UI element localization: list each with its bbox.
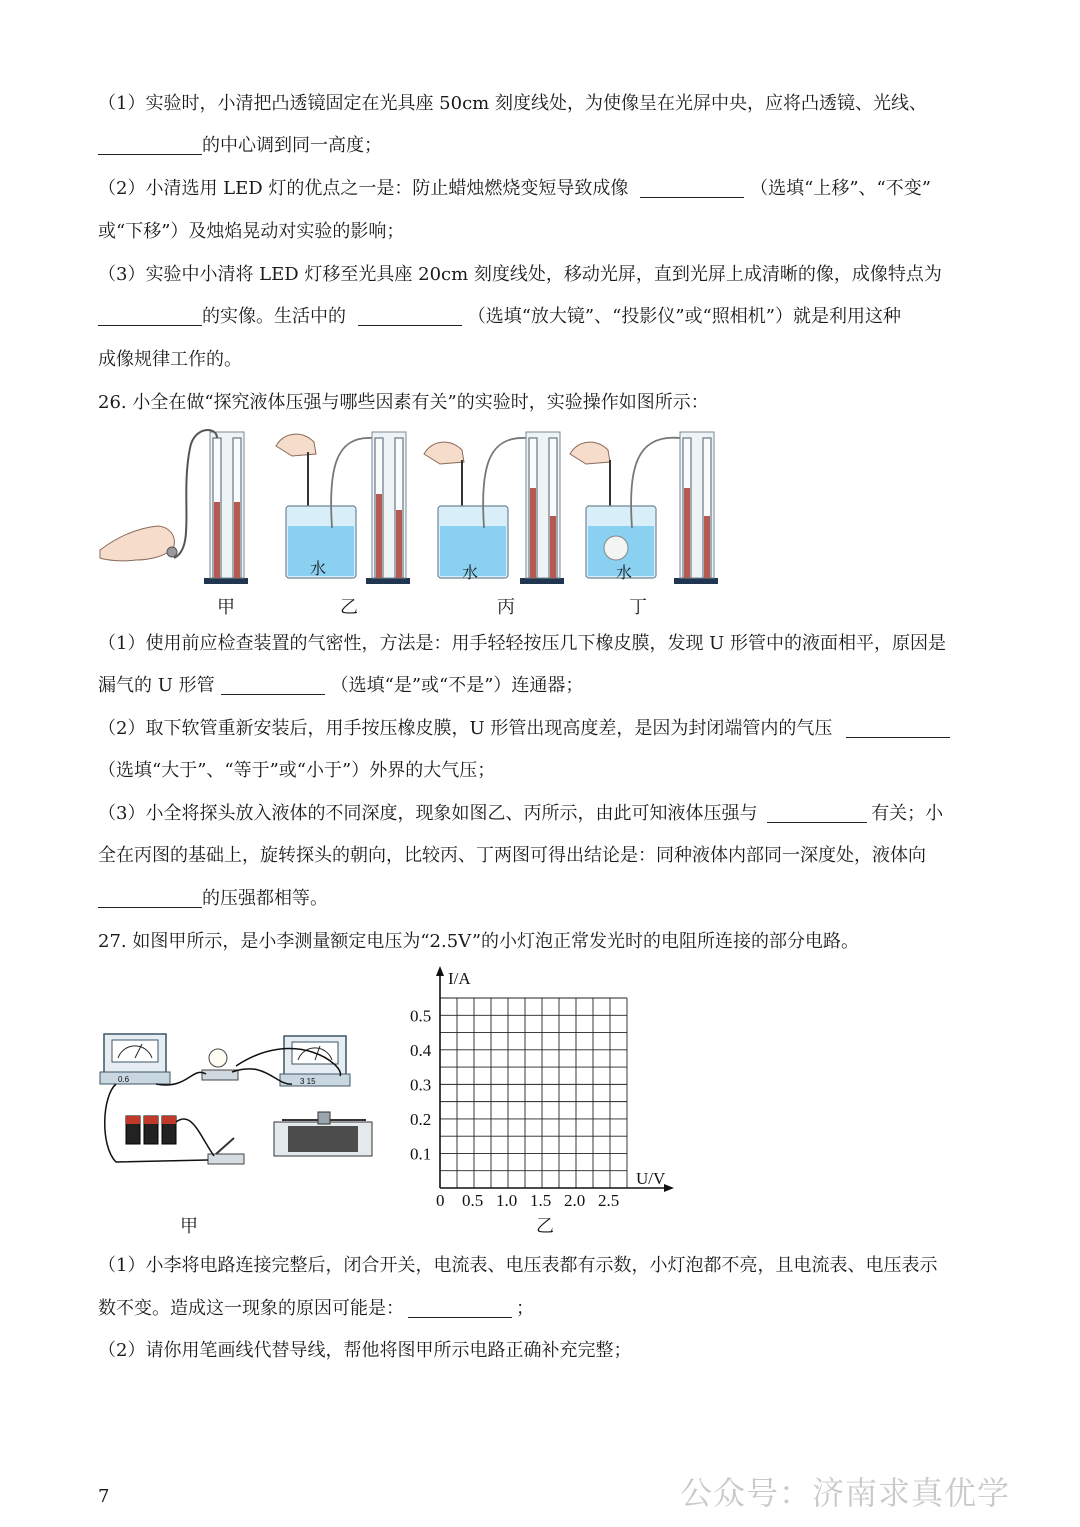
x-tick-label: 2.5 <box>598 1191 620 1210</box>
water-label-ding: 水 <box>616 563 633 582</box>
figure-26-ding <box>566 428 726 588</box>
x-tick-label: 0 <box>436 1191 445 1210</box>
q27-stem: 27. 如图甲所示，是小李测量额定电压为“2.5V”的小灯泡正常发光时的电阻所连接的部分电路。 <box>98 931 860 952</box>
x-tick-label: 1.0 <box>496 1191 518 1210</box>
q26-part2-line2: （选填“大于”、“等于”或“小于”）外界的大气压； <box>98 760 496 781</box>
figure-26-bing <box>414 428 574 588</box>
answer-blank[interactable] <box>98 307 202 326</box>
graph-grid <box>440 998 627 1188</box>
graph-figure-label: 乙 <box>536 1216 554 1237</box>
figure-label-bing: 丙 <box>497 597 515 618</box>
q27-part1-line1: （1）小李将电路连接完整后，闭合开关，电流表、电压表都有示数，小灯泡都不亮，且电流表、电压表示 <box>98 1255 938 1276</box>
answer-blank[interactable] <box>767 804 867 823</box>
x-tick-label: 2.0 <box>564 1191 586 1210</box>
q26-part2-line1: （2）取下软管重新安装后，用手按压橡皮膜，U 形管出现高度差，是因为封闭端管内的气压 <box>98 716 950 742</box>
q25-part3-line1: （3）实验中小清将 LED 灯移至光具座 20cm 刻度线处，移动光屏，直到光屏上成清晰的像，成像特点为 <box>98 264 942 285</box>
q27-part2: （2）请你用笔画线代替导线，帮他将图甲所示电路正确补充完整； <box>98 1340 632 1361</box>
circuit-figure-label: 甲 <box>180 1216 198 1237</box>
y-tick-label: 0.3 <box>410 1075 432 1095</box>
q25-part2-line1: （2）小清选用 LED 灯的优点之一是：防止蜡烛燃烧变短导致成像 （选填“上移”、“不变” <box>98 178 931 199</box>
answer-blank[interactable] <box>846 719 950 738</box>
figure-label-ding: 丁 <box>629 597 647 618</box>
figure-26-jia <box>96 428 256 588</box>
water-label-yi: 水 <box>310 559 327 578</box>
q26-stem: 26. 小全在做“探究液体压强与哪些因素有关”的实验时，实验操作如图所示： <box>98 392 709 413</box>
q26-part1-line1: （1）使用前应检查装置的气密性，方法是：用手轻轻按压几下橡皮膜，发现 U 形管中的液面相平，原因是 <box>98 633 947 654</box>
answer-blank[interactable] <box>221 676 325 695</box>
y-tick-label: 0.2 <box>410 1109 432 1129</box>
answer-blank[interactable] <box>640 179 744 198</box>
y-tick-label: 0.5 <box>410 1006 432 1026</box>
circuit-figure-jia <box>96 1026 382 1170</box>
q25-part2-line2: 或“下移”）及烛焰晃动对实验的影响； <box>98 221 405 242</box>
figure-26-yi <box>262 428 422 588</box>
q25-part1-line1: （1）实验时，小清把凸透镜固定在光具座 50cm 刻度线处，为使像呈在光屏中央，应将凸透镜、光线、 <box>98 93 927 114</box>
q26-part1-line2: 漏气的 U 形管 （选填“是”或“不是”）连通器； <box>98 675 584 696</box>
answer-blank[interactable] <box>408 1299 512 1318</box>
q27-part1-line2: 数不变。造成这一现象的原因可能是： ； <box>98 1298 534 1319</box>
q25-part1-line2: 的中心调到同一高度； <box>98 133 382 159</box>
x-axis-arrow <box>664 1184 674 1192</box>
answer-blank[interactable] <box>98 889 202 908</box>
watermark: 公众号：济南求真优学 <box>680 1474 1011 1512</box>
figure-label-jia: 甲 <box>217 597 235 618</box>
y-axis-arrow <box>436 966 444 976</box>
y-axis-label: I/A <box>448 969 471 988</box>
q26-part3-line2: 全在丙图的基础上，旋转探头的朝向，比较丙、丁两图可得出结论是：同种液体内部同一深度处，液体向 <box>98 845 926 866</box>
iu-graph <box>400 962 700 1212</box>
svg-text:0.6: 0.6 <box>118 1075 130 1084</box>
figure-label-yi: 乙 <box>340 597 358 618</box>
q26-part3-line1: （3）小全将探头放入液体的不同深度，现象如图乙、丙所示，由此可知液体压强与 有关；小 <box>98 803 944 824</box>
q25-part3-line3: 成像规律工作的。 <box>98 349 242 370</box>
y-tick-label: 0.1 <box>410 1144 432 1164</box>
y-tick-label: 0.4 <box>410 1040 432 1060</box>
x-tick-label: 1.5 <box>530 1191 552 1210</box>
water-label-bing: 水 <box>462 563 479 582</box>
svg-text:3 15: 3 15 <box>300 1077 316 1086</box>
page-number: 7 <box>98 1486 110 1507</box>
x-axis-label: U/V <box>636 1169 666 1188</box>
answer-blank[interactable] <box>98 136 202 155</box>
q25-part3-line2: 的实像。生活中的 （选填“放大镜”、“投影仪”或“照相机”）就是利用这种 <box>98 304 901 330</box>
q26-part3-line3: 的压强都相等。 <box>98 886 328 912</box>
answer-blank[interactable] <box>358 307 462 326</box>
x-tick-label: 0.5 <box>462 1191 484 1210</box>
